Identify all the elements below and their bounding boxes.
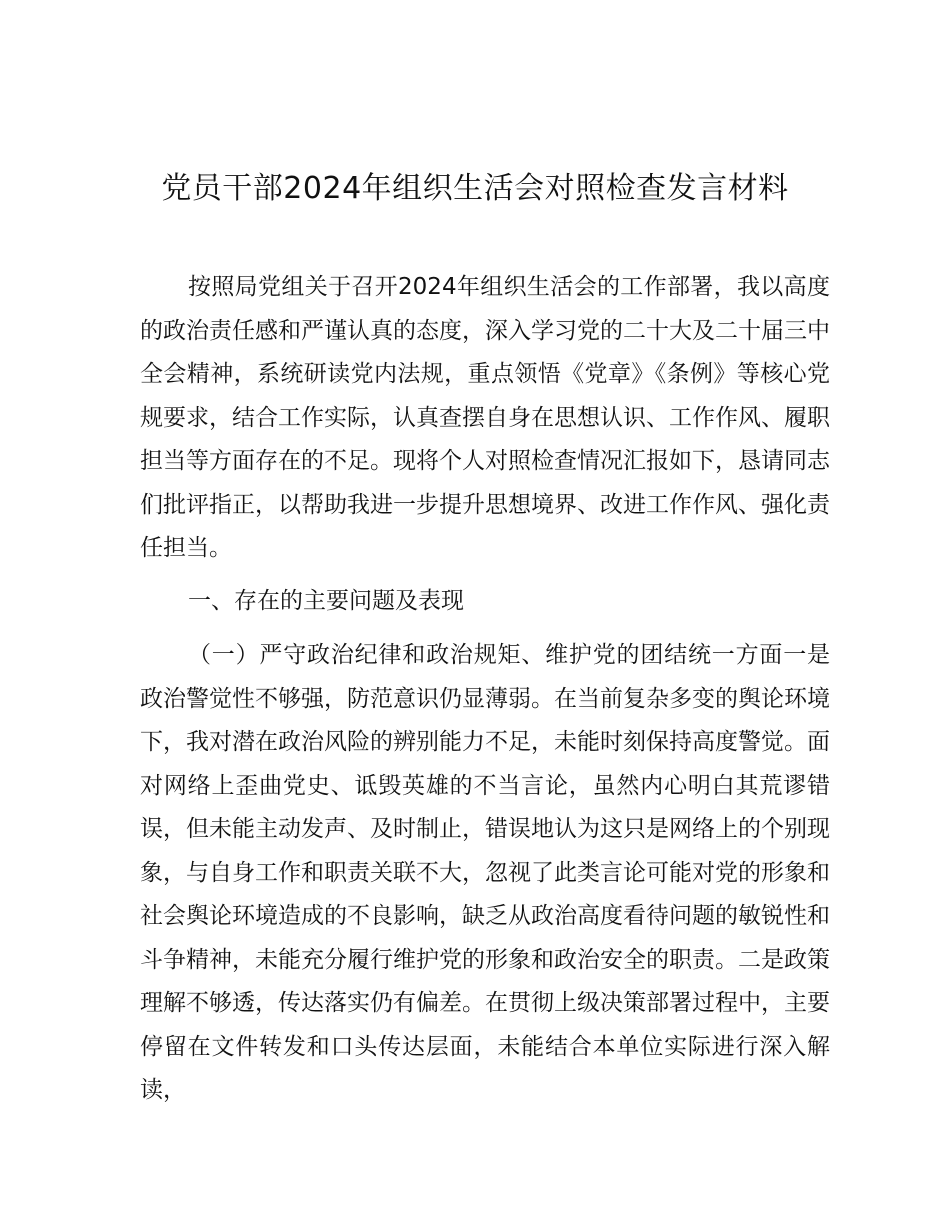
subsection-paragraph: （一）严守政治纪律和政治规矩、维护党的团结统一方面一是政治警觉性不够强，防范意识仍显薄弱。在当前复杂多变的舆论环境下，我对潜在政治风险的辨别能力不足，未能时刻保持高度警觉。面对网络上歪曲党史、诋毁英雄的不当言论，虽然内心明白其荒谬错误，但未能主动发声、及时制止，错误地认为这只是网络上的个别现象，与自身工作和职责关联不大，忽视了此类言论可能对党的形象和社会舆论环境造成的不良影响，缺乏从政治高度看待问题的敏锐性和斗争精神，未能充分履行维护党的形象和政治安全的职责。二是政策理解不够透，传达落实仍有偏差。在贯彻上级决策部署过程中，主要停留在文件转发和口头传达层面，未能结合本单位实际进行深入解读， — [140, 642, 830, 1103]
section-heading: 一、存在的主要问题及表现 — [188, 588, 464, 614]
intro-paragraph: 按照局党组关于召开2024年组织生活会的工作部署，我以高度的政治责任感和严谨认真的态度，深入学习党的二十大及二十届三中全会精神，系统研读党内法规，重点领悟《党章》《条例》等核心党规要求，结合工作实际，认真查摆自身在思想认识、工作作风、履职担当等方面存在的不足。现将个人对照检查情况汇报如下，恳请同志们批评指正，以帮助我进一步提升思想境界、改进工作作风、强化责任担当。 — [140, 274, 830, 561]
document-title: 党员干部2024年组织生活会对照检查发言材料 — [161, 171, 789, 206]
